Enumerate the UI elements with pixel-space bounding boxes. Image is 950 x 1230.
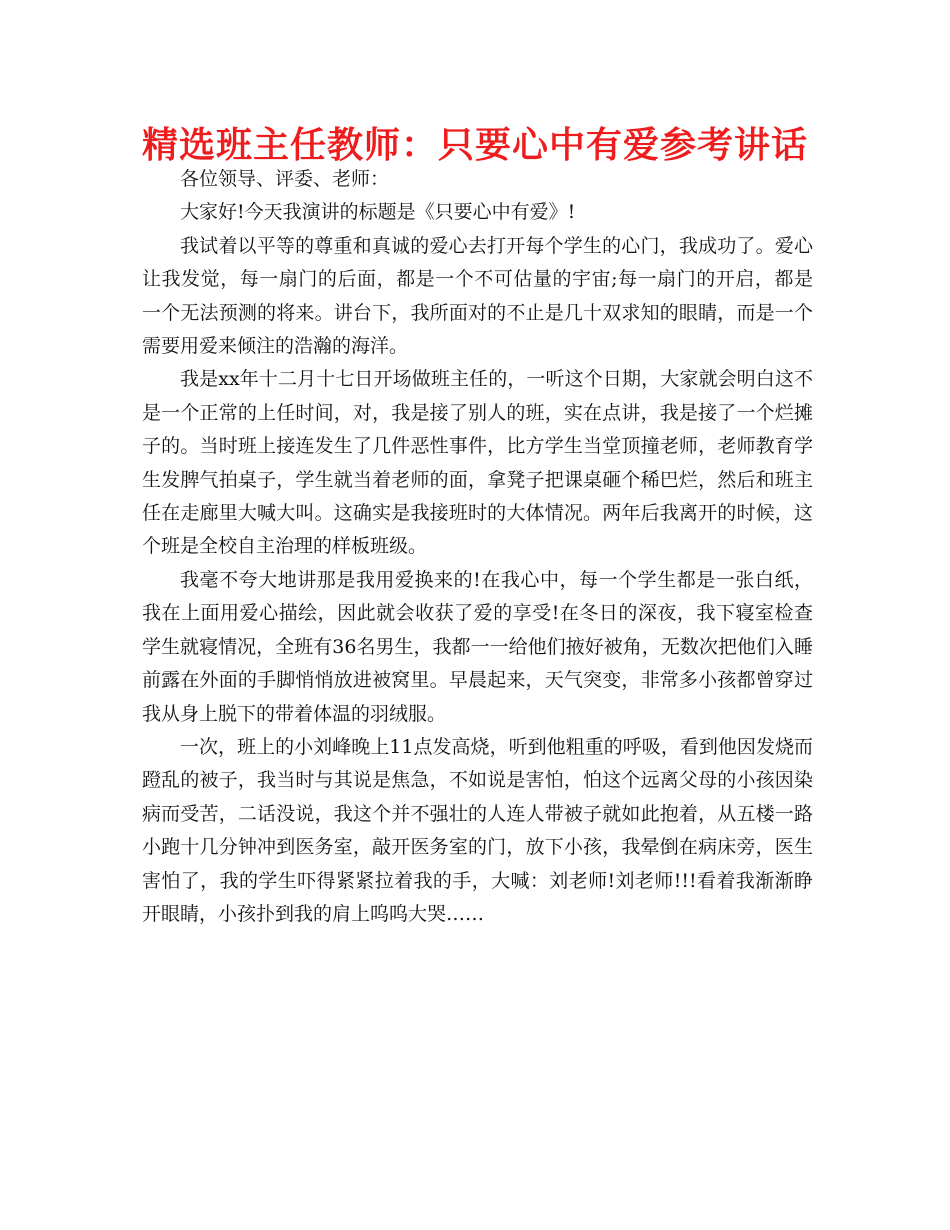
salutation-paragraph: 各位领导、评委、老师： <box>180 168 390 190</box>
body-paragraph: 我是xx年十二月十七日开场做班主任的，一听这个日期，大家就会明白这不是一个正常的上任时间，对，我是接了别人的班，实在点讲，我是接了一个烂摊子的。当时班上接连发生了几件恶性事件，比方学生当堂顶撞老师，老师教育学生发脾气拍桌子，学生就当着老师的面，拿凳子把课桌砸个稀巴烂，然后和班主任在走廊里大喊大叫。这确实是我接班时的大体情况。两年后我离开的时候，这个班是全校自主治理的样板班级。 <box>142 368 813 558</box>
document-title: 精选班主任教师：只要心中有爱参考讲话 <box>141 125 808 166</box>
body-paragraph: 我试着以平等的尊重和真诚的爱心去打开每个学生的心门，我成功了。爱心让我发觉，每一扇门的后面，都是一个不可估量的宇宙;每一扇门的开启，都是一个无法预测的将来。讲台下，我所面对的不止是几十双求知的眼睛，而是一个需要用爱来倾注的浩瀚的海洋。 <box>142 234 813 358</box>
greeting-paragraph: 大家好!今天我演讲的标题是《只要心中有爱》! <box>180 201 576 224</box>
document-body <box>142 163 813 931</box>
body-paragraph: 一次，班上的小刘峰晚上11点发高烧，听到他粗重的呼吸，看到他因发烧而蹬乱的被子，我当时与其说是焦急，不如说是害怕，怕这个远离父母的小孩因染病而受苦，二话没说，我这个并不强壮的人连人带被子就如此抱着，从五楼一路小跑十几分钟冲到医务室，敲开医务室的门，放下小孩，我晕倒在病床旁，医生害怕了，我的学生吓得紧紧拉着我的手，大喊：刘老师!刘老师!!!看着我渐渐睁开眼睛，小孩扑到我的肩上呜呜大哭…… <box>142 735 813 925</box>
body-paragraph: 我毫不夸大地讲那是我用爱换来的!在我心中，每一个学生都是一张白纸，我在上面用爱心描绘，因此就会收获了爱的享受!在冬日的深夜，我下寝室检查学生就寝情况，全班有36名男生，我都一一给他们掖好被角，无数次把他们入睡前露在外面的手脚悄悄放进被窝里。早晨起来，天气突变，非常多小孩都曾穿过我从身上脱下的带着体温的羽绒服。 <box>142 568 813 725</box>
